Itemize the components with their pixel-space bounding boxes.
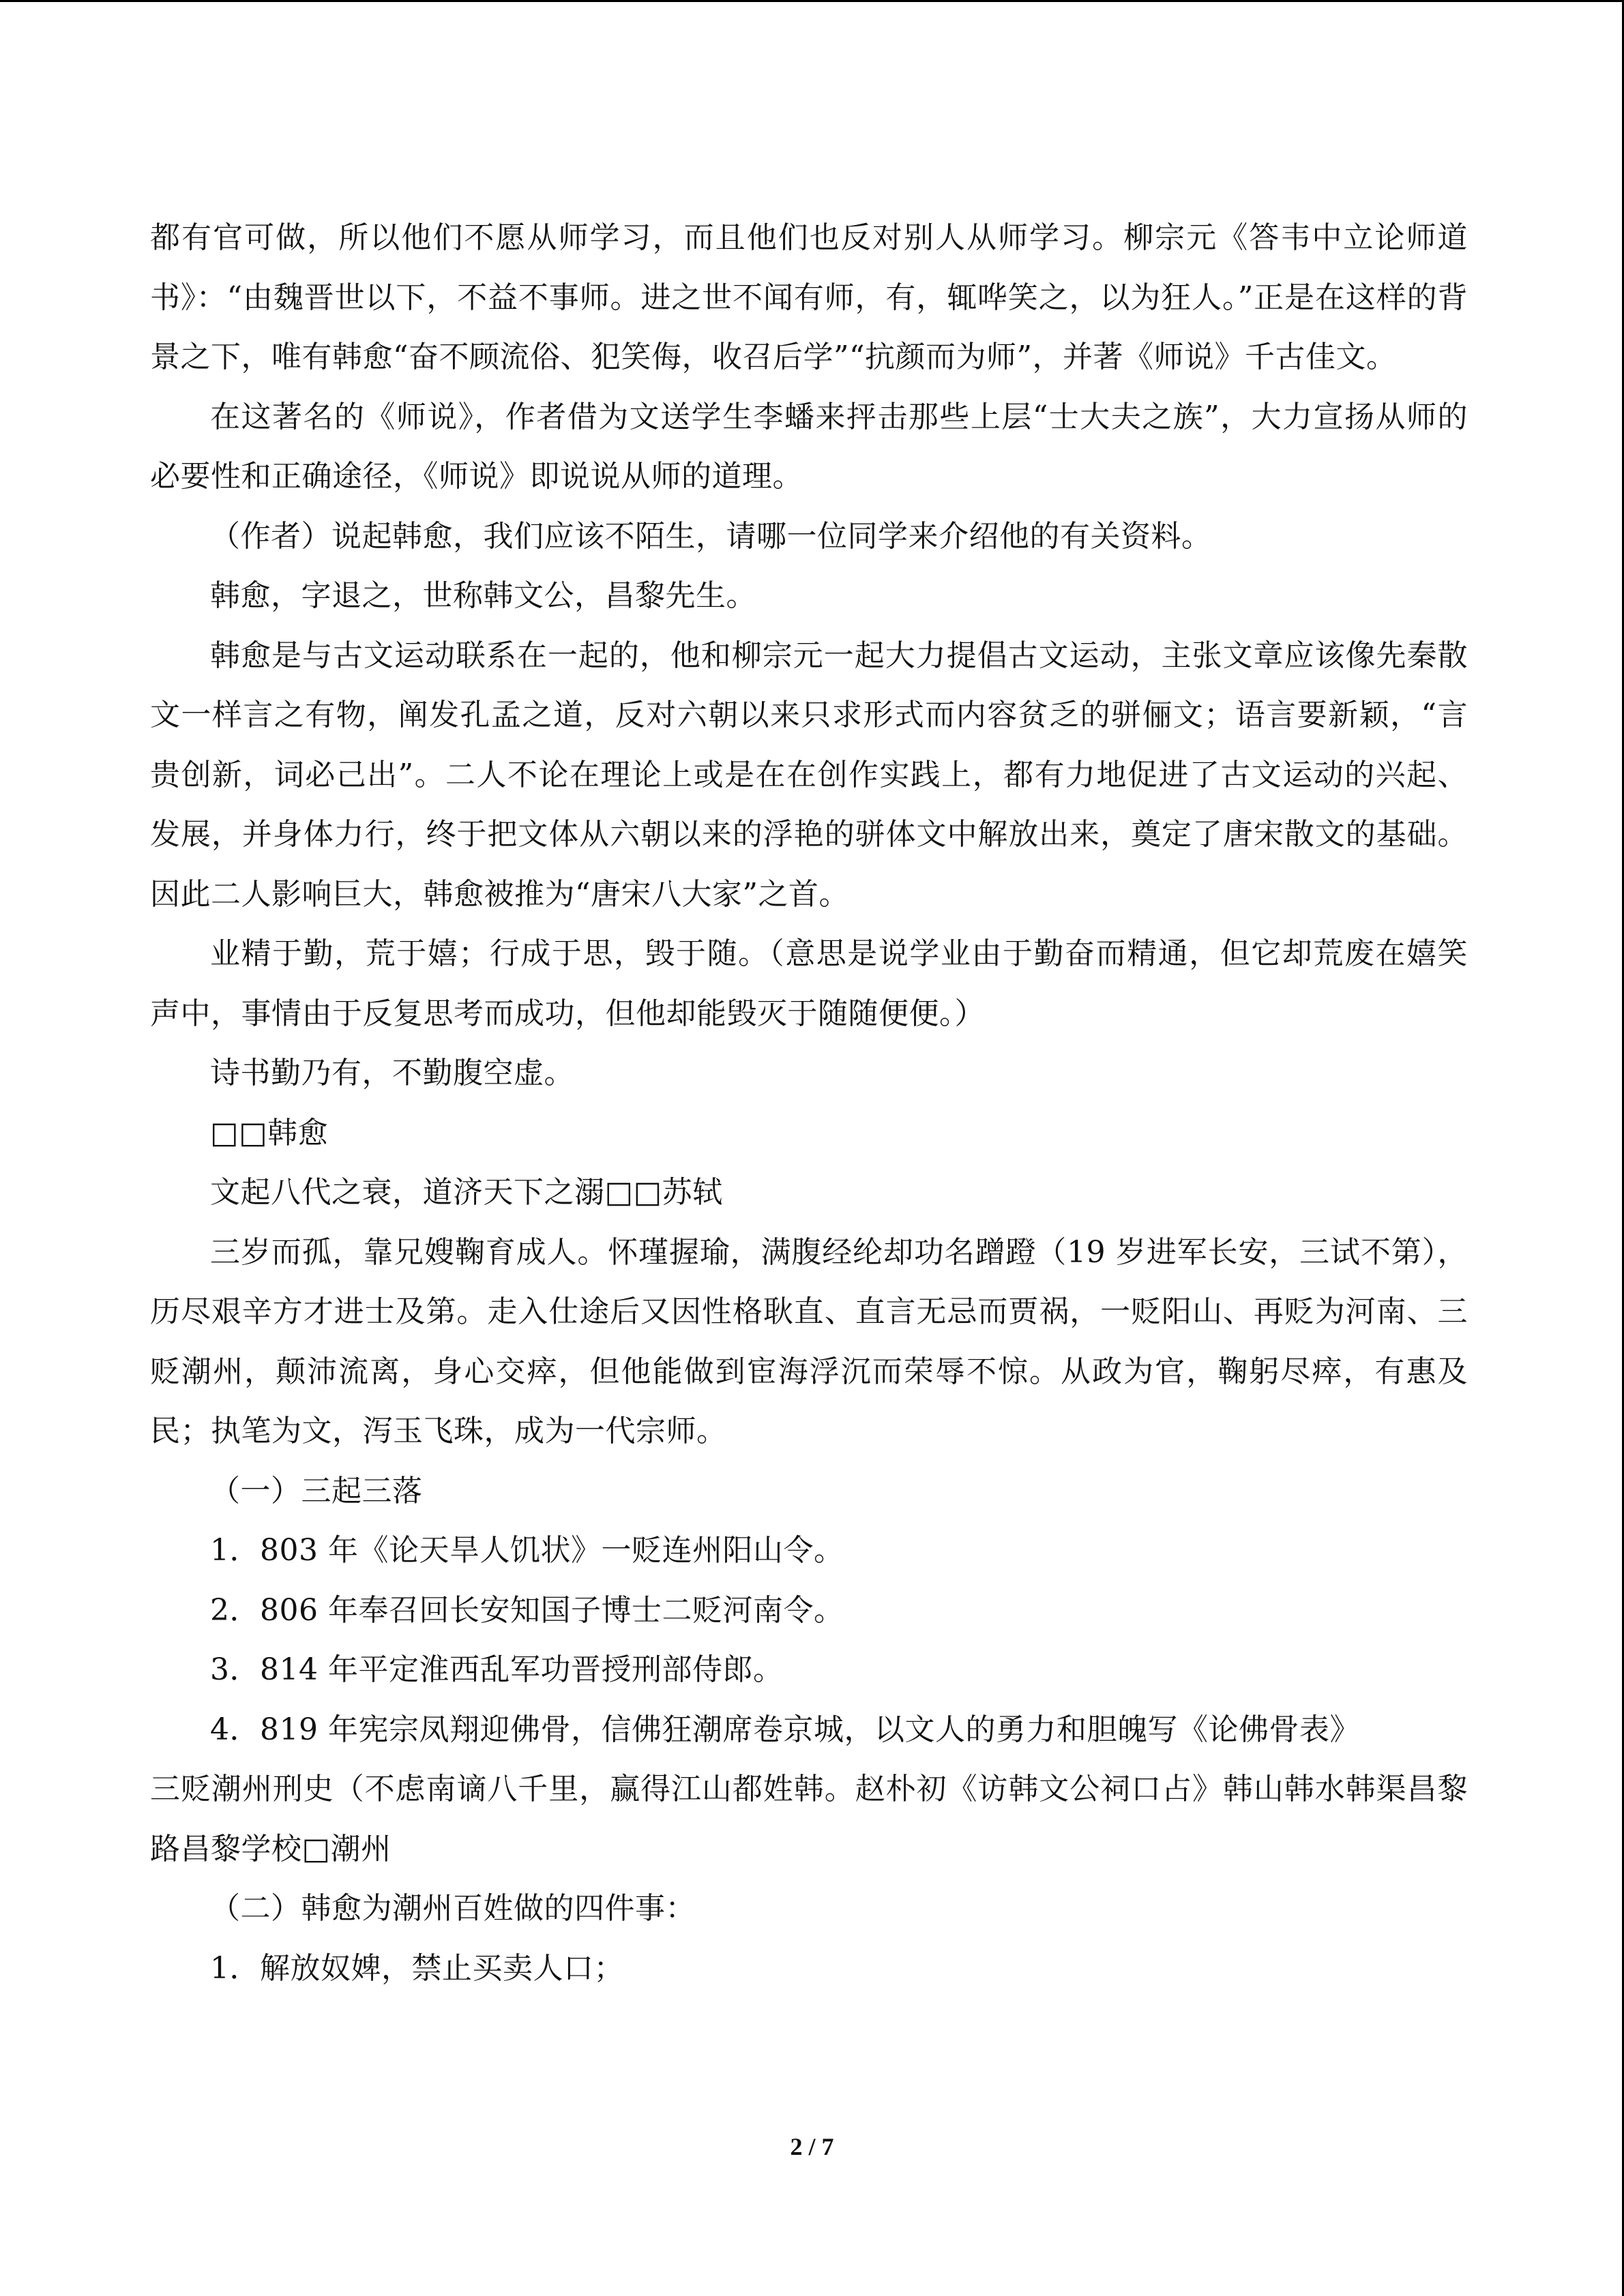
paragraph-11: 三贬潮州刑史（不虑南谪八千里，赢得江山都姓韩。赵朴初《访韩文公祠口占》韩山韩水韩渠昌黎路昌黎学校□潮州 — [150, 1772, 1468, 1866]
list-item-3: 3．814 年平定淮西乱军功晋授刑部侍郎。 — [210, 1652, 784, 1687]
document-body — [150, 208, 1468, 1998]
list-item-5: 1．解放奴婢，禁止买卖人口； — [210, 1950, 624, 1986]
list-item-1: 1．803 年《论天旱人饥状》一贬连州阳山令。 — [210, 1533, 844, 1568]
paragraph-9: 文起八代之衰，道济天下之溺□□苏轼 — [210, 1175, 723, 1210]
page-number: 2 / 7 — [790, 2133, 834, 2160]
paragraph-6: 业精于勤，荒于嬉；行成于思，毁于随。（意思是说学业由于勤奋而精通，但它却荒废在嬉笑声中，事情由于反复思考而成功，但他却能毁灭于随随便便。） — [150, 936, 1468, 1031]
paragraph-2: 在这著名的《师说》，作者借为文送学生李蟠来抨击那些上层“士大夫之族”，大力宣扬从师的必要性和正确途径，《师说》即说说从师的道理。 — [150, 399, 1468, 494]
paragraph-10: 三岁而孤，靠兄嫂鞠育成人。怀瑾握瑜，满腹经纶却功名蹭蹬（19 岁进军长安，三试不第），历尽艰辛方才进士及第。走入仕途后又因性格耿直、直言无忌而贾祸，一贬阳山、再贬为河南、三贬潮州，颠沛流离，身心交瘁，但他能做到宦海浮沉而荣辱不惊。从政为官，鞠躬尽瘁，有惠及民；执笔为文，泻玉飞珠，成为一代宗师。 — [150, 1234, 1468, 1448]
paragraph-5: 韩愈是与古文运动联系在一起的，他和柳宗元一起大力提倡古文运动，主张文章应该像先秦散文一样言之有物，阐发孔孟之道，反对六朝以来只求形式而内容贫乏的骈俪文；语言要新颖，“言贵创新，词必己出”。二人不论在理论上或是在在创作实践上，都有力地促进了古文运动的兴起、发展，并身体力行，终于把文体从六朝以来的浮艳的骈体文中解放出来，奠定了唐宋散文的基础。因此二人影响巨大，韩愈被推为“唐宋八大家”之首。 — [150, 638, 1468, 912]
paragraph-3: （作者）说起韩愈，我们应该不陌生，请哪一位同学来介绍他的有关资料。 — [210, 518, 1212, 554]
list-item-4: 4．819 年宪宗凤翔迎佛骨，信佛狂潮席卷京城，以文人的勇力和胆魄写《论佛骨表》 — [210, 1712, 1360, 1747]
list-item-2: 2．806 年奉召回长安知国子博士二贬河南令。 — [210, 1592, 844, 1628]
paragraph-7: 诗书勤乃有，不勤腹空虚。 — [210, 1056, 574, 1090]
section-heading-1: （一）三起三落 — [210, 1473, 423, 1508]
paragraph-8: □□韩愈 — [210, 1115, 329, 1150]
paragraph-1: 都有官可做，所以他们不愿从师学习，而且他们也反对别人从师学习。柳宗元《答韦中立论师道书》：“由魏晋世以下，不益不事师。进之世不闻有师，有，辄哗笑之，以为狂人。”正是在这样的背景之下，唯有韩愈“奋不顾流俗、犯笑侮，收召后学”“抗颜而为师”，并著《师说》千古佳文。 — [150, 220, 1468, 374]
paragraph-4: 韩愈，字退之，世称韩文公，昌黎先生。 — [210, 578, 756, 613]
section-heading-2: （二）韩愈为潮州百姓做的四件事： — [210, 1891, 696, 1926]
